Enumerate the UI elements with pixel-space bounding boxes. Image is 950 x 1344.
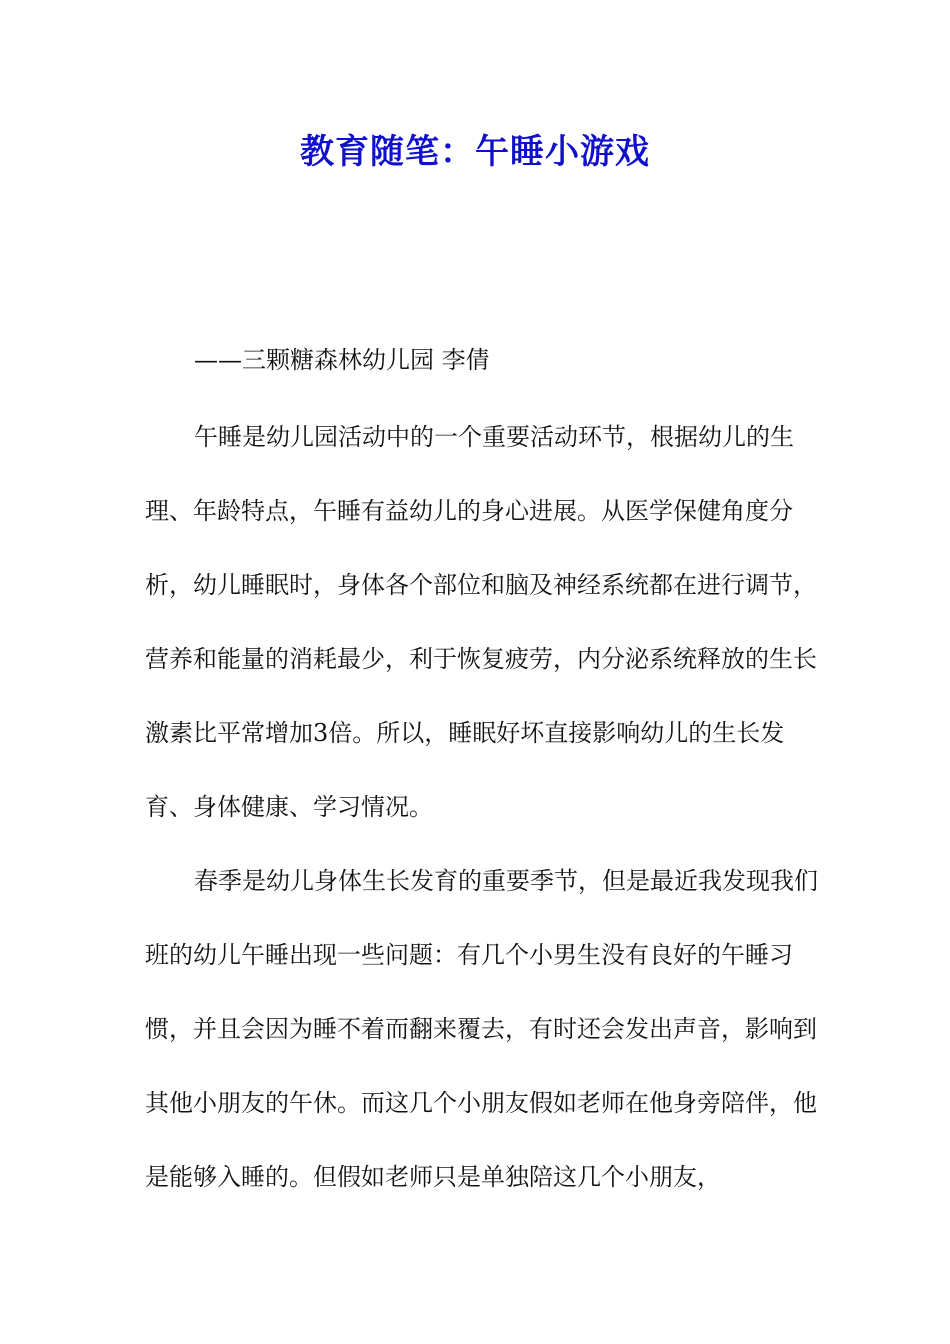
author-byline: ——三颗糖森林幼儿园 李倩 bbox=[194, 346, 490, 374]
paragraph-1: 午睡是幼儿园活动中的一个重要活动环节，根据幼儿的生理、年龄特点，午睡有益幼儿的身心进展。从医学保健角度分析，幼儿睡眠时，身体各个部位和脑及神经系统都在进行调节，营养和能量的消耗最少，利于恢复疲劳，内分泌系统释放的生长激素比平常增加3倍。所以，睡眠好坏直接影响幼儿的生长发育、身体健康、学习情况。 bbox=[145, 423, 817, 821]
document-title: 教育随笔：午睡小游戏 bbox=[300, 132, 650, 172]
paragraph-2: 春季是幼儿身体生长发育的重要季节，但是最近我发现我们班的幼儿午睡出现一些问题：有几个小男生没有良好的午睡习惯，并且会因为睡不着而翻来覆去，有时还会发出声音，影响到其他小朋友的午休。而这几个小朋友假如老师在他身旁陪伴，他是能够入睡的。但假如老师只是单独陪这几个小朋友， bbox=[145, 867, 818, 1191]
